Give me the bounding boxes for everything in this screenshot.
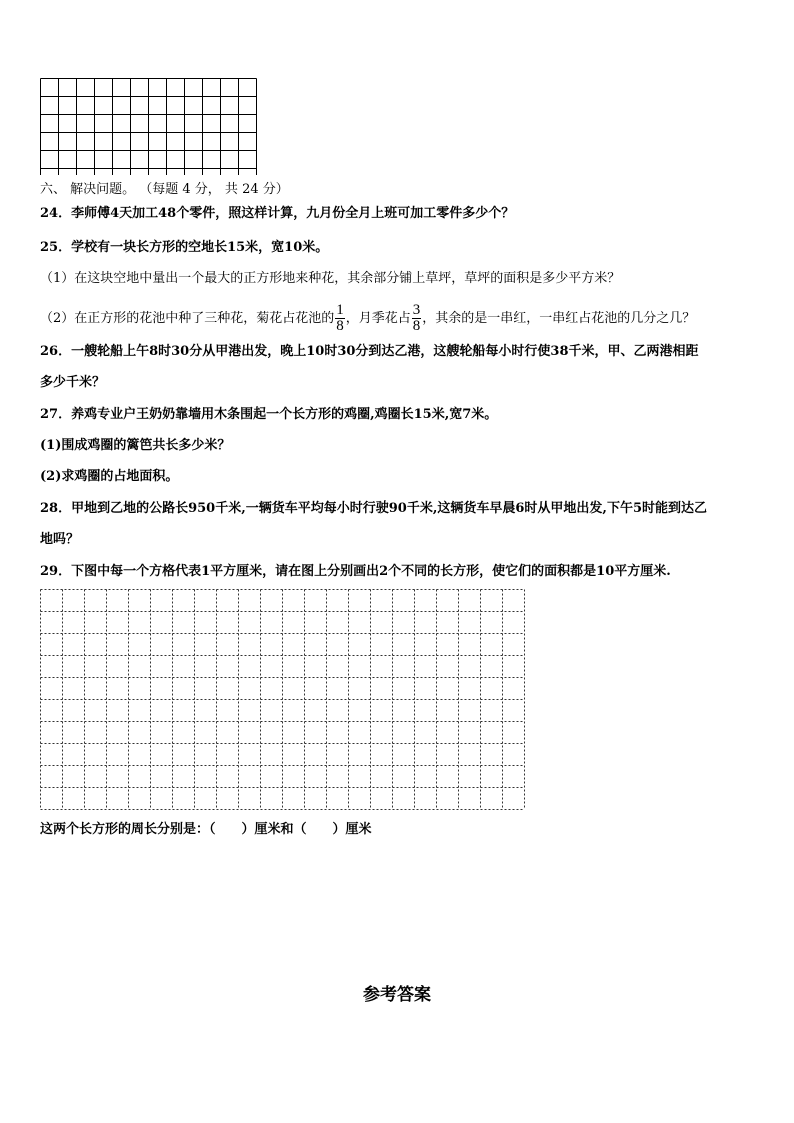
section-six-heading: 六、 解决问题。 （每题 4 分， 共 24 分） — [40, 182, 289, 197]
fraction-numerator: 3 — [412, 302, 421, 318]
question-25-part-2-middle: ，月季花占 — [345, 311, 411, 326]
fraction-three-eighths — [412, 303, 422, 334]
fraction-denominator: 8 — [412, 318, 421, 334]
question-28-line-1: 28．甲地到乙地的公路长950千米,一辆货车平均每小时行驶90千米,这辆货车早晨6时从甲地出发,下午5时能到达乙 — [40, 501, 707, 516]
answer-section-title: 参考答案 — [363, 985, 431, 1005]
fraction-denominator: 8 — [336, 318, 344, 334]
question-25-part-2-prefix: （2）在正方形的花池中种了三种花，菊花占花池的 — [40, 311, 335, 326]
question-24: 24．李师傅4天加工48个零件，照这样计算，九月份全月上班可加工零件多少个？ — [40, 206, 515, 221]
question-25-part-2 — [40, 303, 695, 334]
fraction-numerator: 1 — [336, 302, 344, 318]
question-29: 29．下图中每一个方格代表1平方厘米，请在图上分别画出2个不同的长方形，使它们的面积都是10平方厘米. — [40, 564, 671, 579]
question-27: 27．养鸡专业户王奶奶靠墙用木条围起一个长方形的鸡圈,鸡圈长15米,宽7米。 — [40, 407, 498, 422]
question-25-part-1: （1）在这块空地中量出一个最大的正方形地来种花，其余部分铺上草坪，草坪的面积是多少平方米？ — [40, 271, 621, 286]
fraction-one-eighth — [335, 303, 345, 334]
dotted-square-grid — [40, 589, 528, 811]
question-25: 25．学校有一块长方形的空地长15米，宽10米。 — [40, 240, 329, 255]
question-27-part-1: (1)围成鸡圈的篱笆共长多少米？ — [40, 438, 231, 453]
question-29-perimeter-answer: 这两个长方形的周长分别是：（ ）厘米和（ ）厘米 — [40, 822, 372, 837]
question-25-part-2-suffix: ，其余的是一串红，一串红占花池的几分之几？ — [422, 311, 696, 326]
question-26-line-2: 多少千米？ — [40, 375, 106, 390]
question-28-line-2: 地吗？ — [40, 532, 80, 547]
question-26-line-1: 26．一艘轮船上午8时30分从甲港出发，晚上10时30分到达乙港，这艘轮船每小时行使38千米，甲、乙两港相距 — [40, 344, 699, 359]
question-27-part-2: (2)求鸡圈的占地面积。 — [40, 469, 179, 484]
top-square-grid — [40, 78, 260, 175]
